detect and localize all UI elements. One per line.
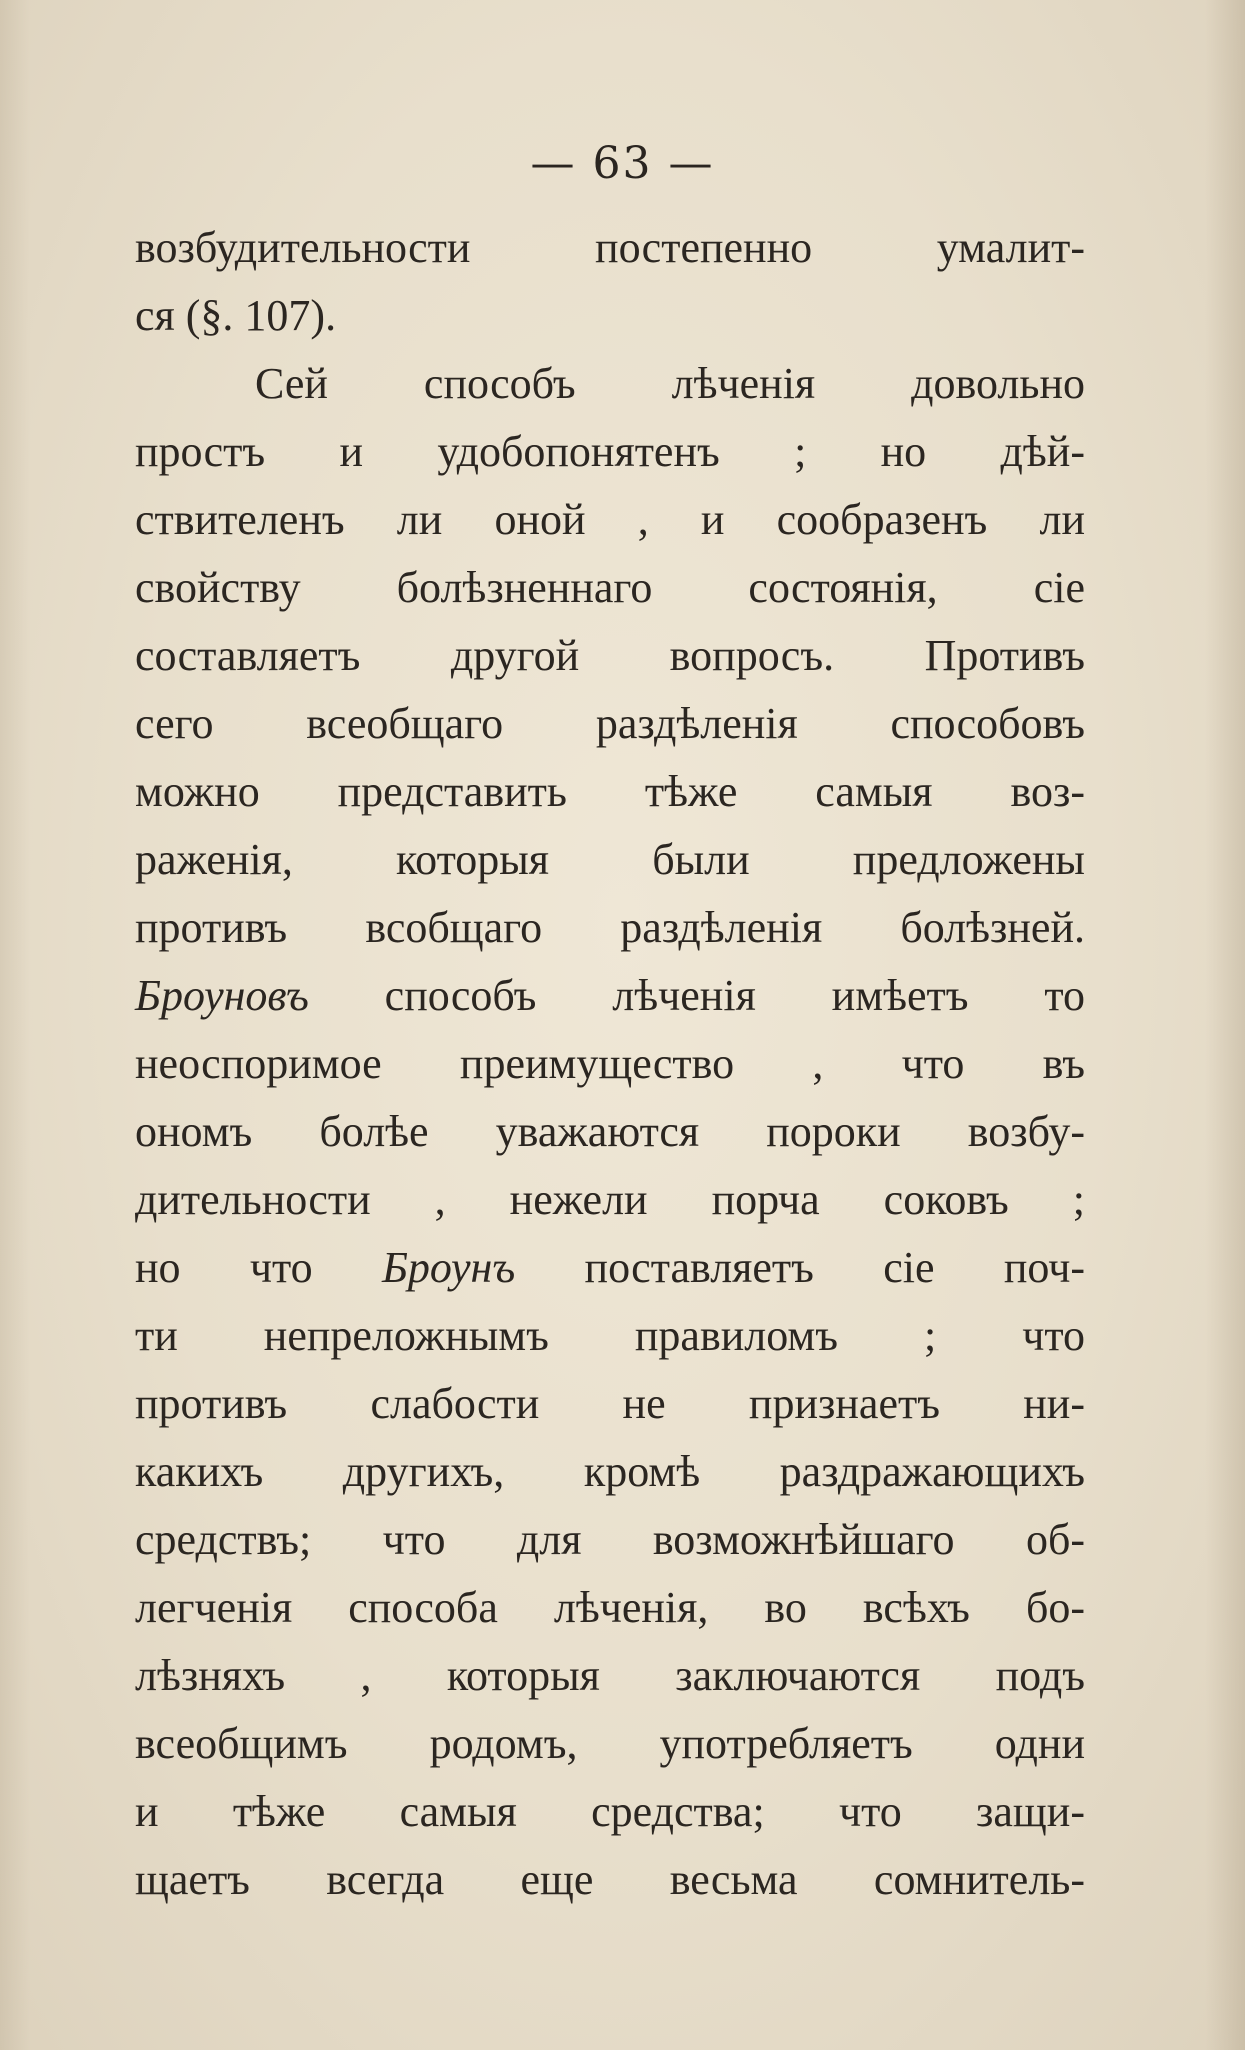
text-line: противъ слабости не признаетъ ни- xyxy=(135,1379,1085,1428)
text-line: ти непреложнымъ правиломъ ; что xyxy=(135,1311,1085,1360)
text-line: и тѣже самыя средства; что защи- xyxy=(135,1787,1085,1836)
text-line: средствъ; что для возможнѣйшаго об- xyxy=(135,1515,1085,1564)
text-line: можно представить тѣже самыя воз- xyxy=(135,767,1085,816)
text-line: неоспоримое преимущество , что въ xyxy=(135,1039,1085,1088)
text-line: ся (§. 107). xyxy=(135,291,337,340)
text-line: составляетъ другой вопросъ. Противъ xyxy=(135,631,1085,680)
text-line: простъ и удобопонятенъ ; но дѣй- xyxy=(135,427,1085,476)
text-line: лѣзняхъ , которыя заключаются подъ xyxy=(135,1651,1085,1700)
text-line: ономъ болѣе уважаются пороки возбу- xyxy=(135,1107,1085,1156)
text-line: щаетъ всегда еще весьма сомнитель- xyxy=(135,1855,1085,1904)
text-line-rest: поставляетъ сіе поч- xyxy=(515,1243,1086,1292)
text-line: ствителенъ ли оной , и сообразенъ ли xyxy=(135,495,1085,544)
text-line: противъ всобщаго раздѣленія болѣзней. xyxy=(135,903,1085,952)
page-number: — 63 — xyxy=(530,138,715,189)
text-line: возбудительности постепенно умалит- xyxy=(135,223,1085,272)
text-line: легченія способа лѣченія, во всѣхъ бо- xyxy=(135,1583,1085,1632)
text-line: Сей способъ лѣченія довольно xyxy=(255,359,1085,408)
text-line xyxy=(135,962,1085,1030)
text-line: раженія, которыя были предложены xyxy=(135,835,1085,884)
text-line: всеобщимъ родомъ, употребляетъ одни xyxy=(135,1719,1085,1768)
body-text xyxy=(135,214,1085,1914)
text-line: сего всеобщаго раздѣленія способовъ xyxy=(135,699,1085,748)
text-line: какихъ другихъ, кромѣ раздражающихъ xyxy=(135,1447,1085,1496)
page-gutter-shadow xyxy=(1205,0,1245,2050)
text-line xyxy=(135,1234,1085,1302)
author-name-italic: Броунъ xyxy=(381,1243,516,1292)
page-left-shadow xyxy=(0,0,30,2050)
author-name-italic: Броуновъ xyxy=(135,971,309,1020)
text-line-rest: способъ лѣченія имѣетъ то xyxy=(308,971,1085,1020)
text-line: дительности , нежели порча соковъ ; xyxy=(135,1175,1085,1224)
text-line: свойству болѣзненнаго состоянія, сіе xyxy=(135,563,1085,612)
text-line-pre: но что xyxy=(135,1243,382,1292)
